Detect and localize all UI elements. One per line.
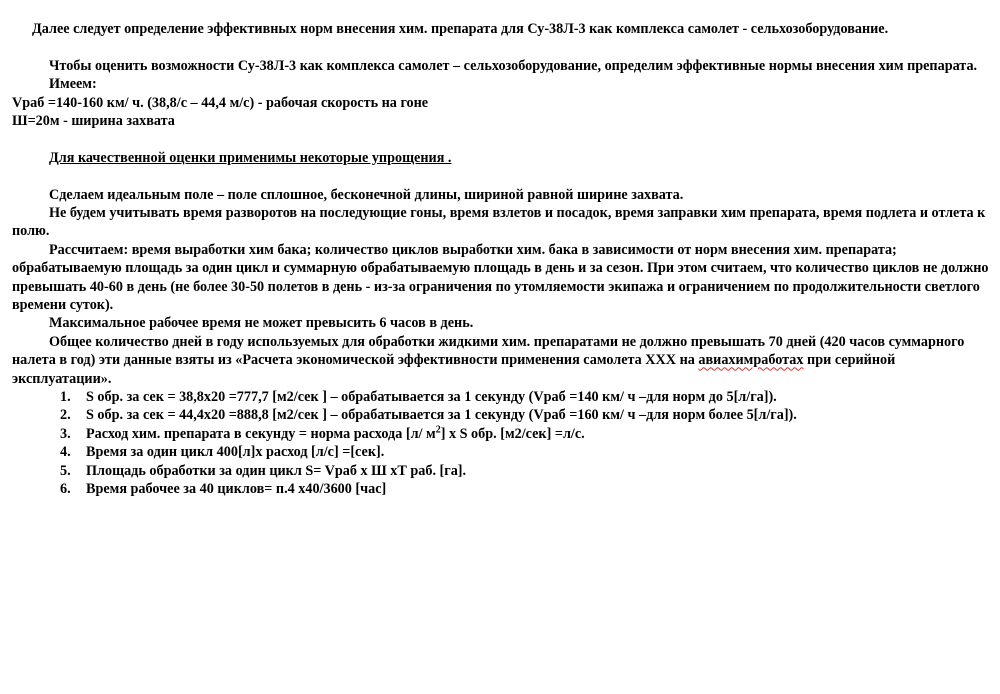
paragraph-ignore-times: Не будем учитывать время разворотов на последующие гоны, время взлетов и посадок, время заправки хим препарата, время подлета и отлета к полю. — [12, 205, 986, 240]
list-number: 3. — [60, 425, 71, 442]
paragraph-ideal-field: Сделаем идеальным поле – поле сплошное, бесконечной длины, шириной равной ширине захвата. — [49, 186, 684, 203]
list-text-part: ] х S обр. [м2/сек] =л/с. — [440, 425, 585, 442]
list-item — [12, 425, 992, 443]
section-heading — [12, 149, 992, 167]
days-text-c: при серийной эксплуатации». — [12, 352, 896, 387]
list-text: Время рабочее за 40 циклов= п.4 х40/3600 [час] — [86, 481, 387, 498]
formula-list — [12, 388, 992, 498]
width-line: Ш=20м - ширина захвата — [12, 113, 175, 130]
blank-line — [12, 167, 992, 185]
paragraph-max-time: Максимальное рабочее время не может превысить 6 часов в день. — [49, 315, 474, 332]
days-text-a: Общее количество дней в году используемых для обработки жидкими хим. препаратами не должно превышать 70 дней (420 часов суммарного налета в год) эти данные взяты из «Расчета экономической эффективности применения самолета ХХХ на — [12, 333, 965, 369]
list-number: 5. — [60, 462, 71, 479]
list-text-part: Расход хим. препарата в секунду = норма расхода [л/ м — [86, 425, 436, 442]
list-item — [12, 406, 992, 424]
paragraph-calculate: Рассчитаем: время выработки хим бака; количество циклов выработки хим. бака в зависимости от норм внесения хим. препарата; обрабатываемую площадь за один цикл и суммарную обрабатываемую площадь в день и за сезон. При этом считаем, что количество циклов не должно превышать 40-60 в день (не более 30-50 полетов в день - из-за ограничения по утомляемости экипажа и ограничением по продолжительности светлого времени суток). — [12, 241, 989, 314]
list-text: S обр. за сек = 38,8х20 =777,7 [м2/сек ] – обрабатывается за 1 секунду (Vраб =140 км/ ч –для норм до 5[л/га]). — [86, 389, 777, 406]
heading-text: Для качественной оценки применимы некоторые упрощения . — [49, 149, 452, 166]
list-number: 6. — [60, 481, 71, 498]
intro-paragraph: Далее следует определение эффективных норм внесения хим. препарата для Су-38Л-3 как комплекса самолет - сельхозоборудование. — [32, 21, 889, 37]
days-text-b: авиахимработах — [698, 352, 804, 369]
list-text: Площадь обработки за один цикл S= Vраб х Ш хТ раб. [га]. — [86, 462, 467, 479]
list-number: 4. — [60, 444, 71, 461]
list-item — [12, 480, 992, 498]
list-item — [12, 388, 992, 406]
speed-line: Vраб =140-160 км/ ч. (38,8/с – 44,4 м/с) - рабочая скорость на гоне — [12, 94, 429, 111]
list-number: 1. — [60, 389, 71, 406]
superscript: 2 — [435, 424, 441, 436]
list-item — [12, 443, 992, 461]
paragraph-days — [12, 333, 992, 388]
list-number: 2. — [60, 407, 71, 424]
paragraph-have: Имеем: — [49, 76, 97, 93]
list-item — [12, 462, 992, 480]
list-text: S обр. за сек = 44,4х20 =888,8 [м2/сек ] – обрабатывается за 1 секунду (Vраб =160 км/ ч –для норм более 5[л/га]). — [86, 407, 797, 424]
paragraph-capabilities: Чтобы оценить возможности Су-38Л-3 как комплекса самолет – сельхозоборудование, определим эффективные нормы внесения хим препарата. — [49, 57, 978, 74]
blank-line — [12, 38, 992, 56]
list-text — [86, 425, 585, 443]
document-body — [12, 20, 992, 499]
blank-line — [12, 130, 992, 148]
list-text: Время за один цикл 400[л]х расход [л/с] =[сек]. — [86, 444, 385, 461]
